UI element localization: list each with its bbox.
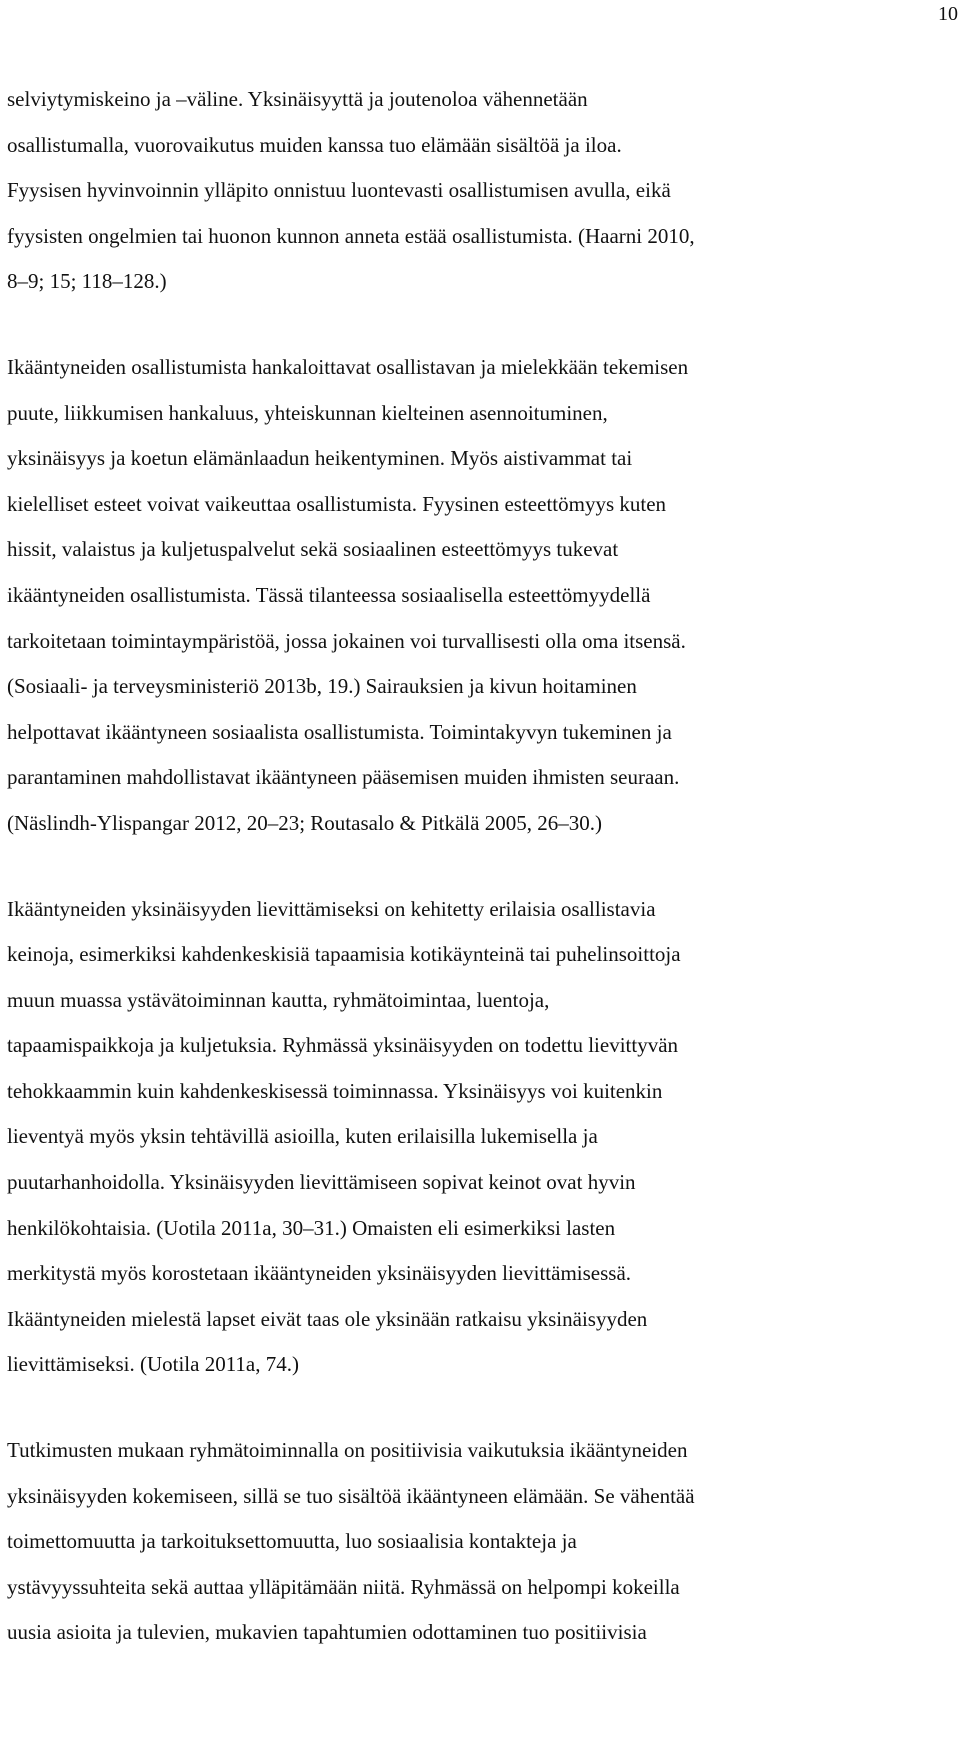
text-line: hissit, valaistus ja kuljetuspalvelut sekä sosiaalinen esteettömyys tukevat	[7, 537, 619, 562]
text-line: Ikääntyneiden osallistumista hankaloittavat osallistavan ja mielekkään tekemisen	[7, 354, 689, 379]
text-line: henkilökohtaisia. (Uotila 2011a, 30–31.) Omaisten eli esimerkiksi lasten	[7, 1215, 616, 1240]
body-text	[7, 77, 957, 1656]
text-line: ikääntyneiden osallistumista. Tässä tilanteessa sosiaalisella esteettömyydellä	[7, 582, 651, 607]
text-line: (Sosiaali- ja terveysministeriö 2013b, 19.) Sairauksien ja kivun hoitaminen	[7, 674, 637, 699]
text-line: merkitystä myös korostetaan ikääntyneiden yksinäisyyden lievittämisessä.	[7, 1261, 632, 1286]
paragraph-list	[7, 77, 957, 1656]
text-line: toimettomuutta ja tarkoituksettomuutta, luo sosiaalisia kontakteja ja	[7, 1529, 577, 1554]
text-line: puute, liikkumisen hankaluus, yhteiskunnan kielteinen asennoituminen,	[7, 400, 608, 425]
text-line: tehokkaammin kuin kahdenkeskisessä toiminnassa. Yksinäisyys voi kuitenkin	[7, 1078, 663, 1103]
text-line: (Näslindh-Ylispangar 2012, 20–23; Routasalo & Pitkälä 2005, 26–30.)	[7, 810, 602, 835]
text-line: tarkoitetaan toimintaympäristöä, jossa jokainen voi turvallisesti olla oma itsensä.	[7, 628, 686, 653]
text-line: kielelliset esteet voivat vaikeuttaa osallistumista. Fyysinen esteettömyys kuten	[7, 491, 667, 516]
text-line: Fyysisen hyvinvoinnin ylläpito onnistuu luontevasti osallistumisen avulla, eikä	[7, 178, 671, 203]
text-line: lieventyä myös yksin tehtävillä asioilla, kuten erilaisilla lukemisella ja	[7, 1124, 598, 1149]
text-line: lievittämiseksi. (Uotila 2011a, 74.)	[7, 1352, 300, 1377]
page-number: 10	[938, 3, 958, 25]
paragraph-spacer	[7, 1388, 957, 1428]
text-line: yksinäisyyden kokemiseen, sillä se tuo sisältöä ikääntyneen elämään. Se vähentää	[7, 1483, 695, 1508]
text-line: yksinäisyys ja koetun elämänlaadun heikentyminen. Myös aistivammat tai	[7, 446, 633, 471]
text-line: ystävyyssuhteita sekä auttaa ylläpitämään niitä. Ryhmässä on helpompi kokeilla	[7, 1574, 680, 1599]
paragraph-spacer	[7, 305, 957, 345]
text-line: osallistumalla, vuorovaikutus muiden kanssa tuo elämään sisältöä ja iloa.	[7, 132, 622, 157]
paragraph	[7, 1428, 957, 1656]
paragraph	[7, 77, 957, 305]
text-line: uusia asioita ja tulevien, mukavien tapahtumien odottaminen tuo positiivisia	[7, 1620, 647, 1645]
text-line: keinoja, esimerkiksi kahdenkeskisiä tapaamisia kotikäynteinä tai puhelinsoittoja	[7, 942, 681, 967]
text-line: helpottavat ikääntyneen sosiaalista osallistumista. Toimintakyvyn tukeminen ja	[7, 719, 672, 744]
text-line: Tutkimusten mukaan ryhmätoiminnalla on positiivisia vaikutuksia ikääntyneiden	[7, 1438, 688, 1463]
text-line: muun muassa ystävätoiminnan kautta, ryhmätoimintaa, luentoja,	[7, 987, 550, 1012]
text-line: selviytymiskeino ja –väline. Yksinäisyyttä ja joutenoloa vähennetään	[7, 87, 588, 111]
text-line: fyysisten ongelmien tai huonon kunnon anneta estää osallistumista. (Haarni 2010,	[7, 223, 695, 248]
text-line: Ikääntyneiden yksinäisyyden lievittämiseksi on kehitetty erilaisia osallistavia	[7, 896, 656, 921]
text-line: puutarhanhoidolla. Yksinäisyyden lievittämiseen sopivat keinot ovat hyvin	[7, 1170, 636, 1195]
text-line: tapaamispaikkoja ja kuljetuksia. Ryhmässä yksinäisyyden on todettu lievittyvän	[7, 1033, 679, 1058]
paragraph	[7, 887, 957, 1389]
text-line: Ikääntyneiden mielestä lapset eivät taas ole yksinään ratkaisu yksinäisyyden	[7, 1306, 648, 1331]
paragraph-spacer	[7, 847, 957, 887]
paragraph	[7, 345, 957, 847]
text-line: parantaminen mahdollistavat ikääntyneen pääsemisen muiden ihmisten seuraan.	[7, 765, 680, 790]
text-line: 8–9; 15; 118–128.)	[7, 269, 167, 294]
